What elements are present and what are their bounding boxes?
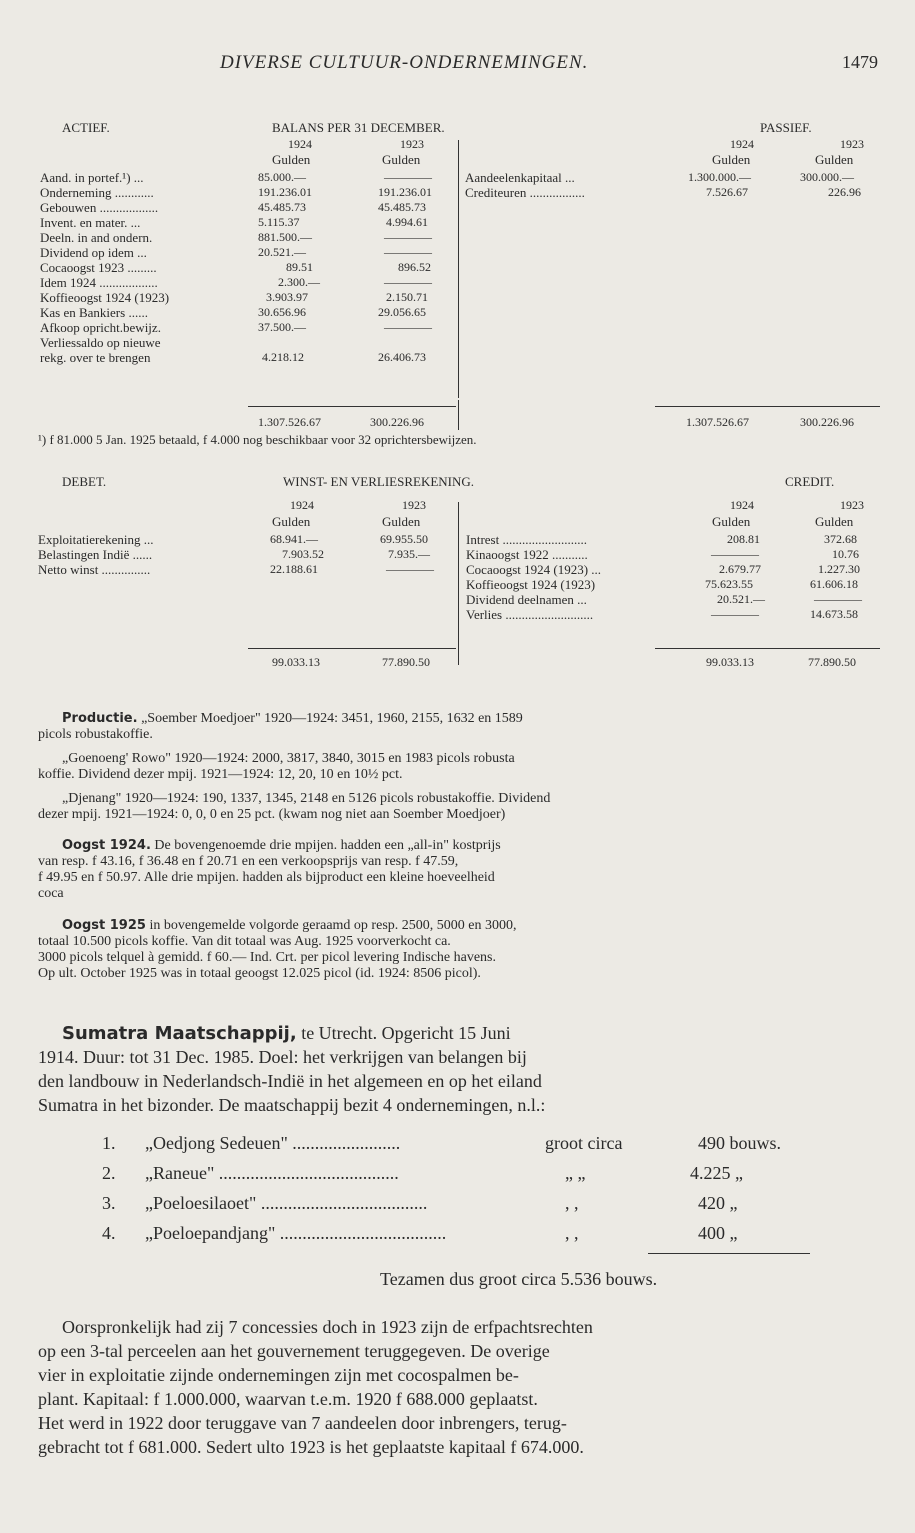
winst-left-labels (38, 532, 154, 577)
winst-right-label: Dividend deelnamen ... (466, 592, 587, 607)
balans-left-1924-value: 89.51 (286, 260, 313, 274)
balans-left-1923-value: ———— (384, 170, 432, 184)
djenang-line-1: „Djenang" 1920—1924: 190, 1337, 1345, 2148 en 5126 picols robustakoffie. Dividend (62, 791, 551, 806)
winst-total-1923-left: 77.890.50 (382, 655, 430, 669)
balans-left-label: Idem 1924 .................. (40, 275, 158, 290)
oogst1924-line-1 (62, 838, 501, 854)
sumatra-para-line-3: vier in exploitatie zijnde ondernemingen zijn met cocospalmen be- (38, 1365, 519, 1385)
oogst1925-line-2: totaal 10.500 picols koffie. Van dit totaal was Aug. 1925 voorverkocht ca. (38, 934, 451, 949)
estate-num: 3. (102, 1193, 116, 1213)
winst-left-1923-value: ———— (386, 562, 434, 576)
balans-left-label: Afkoop opricht.bewijz. (40, 320, 161, 335)
balans-left-label: Gebouwen .................. (40, 200, 159, 215)
winst-unit-1924-right: Gulden (712, 514, 751, 529)
oogst1924-line-2: van resp. f 43.16, f 36.48 en f 20.71 en een verkoopsprijs van resp. f 47.59, (38, 854, 459, 869)
oogst1925-heading: Oogst 1925 (62, 918, 146, 933)
djenang-line-2: dezer mpij. 1921—1924: 0, 0, 0 en 25 pct. (kwam nog niet aan Soember Moedjoer) (38, 807, 506, 822)
balans-left-1924-value: 20.521.— (258, 245, 306, 259)
winst-left-label: Belastingen Indië ...... (38, 547, 153, 562)
balans-right-label: Aandeelenkapitaal ... (465, 170, 575, 185)
winst-right-label: Verlies ........................... (466, 607, 594, 622)
estate-size-label: , , (565, 1193, 579, 1213)
winst-left-1923-value: 7.935.— (388, 547, 430, 561)
productie-line-2: picols robustakoffie. (38, 727, 153, 742)
estate-total-rule (648, 1253, 810, 1254)
balans-left-label: Cocaoogst 1923 ......... (40, 260, 157, 275)
winst-left-1924-col (270, 532, 324, 577)
oogst1925-line-1 (62, 918, 516, 934)
goenoeng-line-2: koffie. Dividend dezer mpij. 1921—1924: 12, 20, 10 en 10½ pct. (38, 767, 403, 782)
balans-total-1924-left: 1.307.526.67 (258, 415, 321, 429)
winst-right-label: Koffieoogst 1924 (1923) (466, 577, 596, 592)
balans-left-1923-value: 26.406.73 (378, 350, 426, 364)
winst-year-1923-right: 1923 (840, 498, 864, 512)
oogst1925-line-3: 3000 picols telquel à gemidd. f 60.— Ind. Crt. per picol levering Indische havens. (38, 950, 497, 965)
winst-total-1924-left: 99.033.13 (272, 655, 320, 669)
balans-left-1924-value: 5.115.37 (258, 215, 300, 229)
winst-right-1924-col (705, 532, 765, 622)
balans-left-label: rekg. over te brengen (40, 350, 151, 365)
balans-year-1924-left: 1924 (288, 137, 312, 151)
balans-left-1924-value: 191.236.01 (258, 185, 312, 199)
winst-left-total-rule (248, 648, 456, 649)
balans-footnote: ¹) f 81.000 5 Jan. 1925 betaald, f 4.000 nog beschikbaar voor 32 oprichtersbewijzen. (38, 432, 477, 447)
winst-right-1924-value: ———— (711, 607, 759, 621)
sumatra-line-1-text: te Utrecht. Opgericht 15 Juni (296, 1023, 511, 1043)
winst-right-1923-value: ———— (814, 592, 862, 606)
productie-text: „Soember Moedjoer" 1920—1924: 3451, 1960, 2155, 1632 en 1589 (137, 711, 523, 726)
winst-right-total-rule (655, 648, 880, 649)
sumatra-line-1 (62, 1022, 511, 1046)
estate-num: 4. (102, 1223, 116, 1243)
page-number: 1479 (842, 52, 878, 72)
balans-left-label: Onderneming ............ (40, 185, 154, 200)
sumatra-company-name: Sumatra Maatschappij, (62, 1023, 297, 1044)
estate-size-label: , , (565, 1223, 579, 1243)
winst-right-label: Cocaoogst 1924 (1923) ... (466, 562, 602, 577)
winst-right-1924-value: 75.623.55 (705, 577, 753, 591)
winst-year-1924-right: 1924 (730, 498, 754, 512)
balans-left-label: Invent. en mater. ... (40, 215, 141, 230)
balans-right-total-rule (655, 406, 880, 407)
balans-left-1923-value: 45.485.73 (378, 200, 426, 214)
balans-right-1924-value: 1.300.000.— (688, 170, 751, 184)
winst-left-1924-value: 68.941.— (270, 532, 318, 546)
balans-right-1924-col (688, 170, 751, 200)
sumatra-para-line-2: op een 3-tal perceelen aan het gouvernement teruggegeven. De overige (38, 1341, 550, 1361)
balans-right-1923-col (800, 170, 861, 200)
estate-size: 420 „ (698, 1193, 738, 1213)
sumatra-para-line-5: Het werd in 1922 door teruggave van 7 aandeelen door inbrengers, terug- (38, 1413, 567, 1433)
winst-right-1923-value: 14.673.58 (810, 607, 858, 621)
balans-left-1924-value: 3.903.97 (266, 290, 308, 304)
balans-left-1924-col (258, 170, 320, 365)
balans-left-1924-value: 2.300.— (278, 275, 320, 289)
winst-unit-1923-left: Gulden (382, 514, 421, 529)
winst-right-1924-value: 20.521.— (717, 592, 765, 606)
oogst1924-heading: Oogst 1924. (62, 838, 151, 853)
oogst1925-line-4: Op ult. October 1925 was in totaal geoogst 12.025 picol (id. 1924: 8506 picol). (38, 966, 481, 981)
balans-total-1923-right: 300.226.96 (800, 415, 854, 429)
estate-list-values (690, 1132, 781, 1252)
winst-left-1924-value: 22.188.61 (270, 562, 318, 576)
oogst1924-text: De bovengenoemde drie mpijen. hadden een „all-in" kostprijs (150, 838, 501, 853)
estate-list-names (145, 1132, 446, 1252)
balans-year-1923-right: 1923 (840, 137, 864, 151)
winst-right-1924-value: ———— (711, 547, 759, 561)
balans-left-1923-col (378, 170, 432, 365)
winst-right-1924-value: 208.81 (727, 532, 760, 546)
sumatra-para-line-1: Oorspronkelijk had zij 7 concessies doch in 1923 zijn de erfpachtsrechten (62, 1317, 593, 1337)
estate-size: 4.225 „ (690, 1163, 743, 1183)
balans-total-1924-right: 1.307.526.67 (686, 415, 749, 429)
winst-title: WINST- EN VERLIESREKENING. (283, 474, 475, 489)
estate-name: „Poeloesilaoet" ..................................... (145, 1193, 428, 1213)
winst-left-1923-col (380, 532, 434, 577)
balans-left-label: Verliessaldo op nieuwe (40, 335, 161, 350)
sumatra-line-3: den landbouw in Nederlandsch-Indië in het algemeen en op het eiland (38, 1071, 542, 1091)
winst-left-label: Exploitatierekening ... (38, 532, 154, 547)
estate-size-label: „ „ (565, 1163, 586, 1183)
balans-unit-1923-left: Gulden (382, 152, 421, 167)
winst-left-1924-value: 7.903.52 (282, 547, 324, 561)
balans-left-1924-value: 30.656.96 (258, 305, 306, 319)
winst-right-1923-value: 372.68 (824, 532, 857, 546)
balans-left-1924-value: 4.218.12 (262, 350, 304, 364)
winst-year-1923-left: 1923 (402, 498, 426, 512)
balans-total-1923-left: 300.226.96 (370, 415, 424, 429)
balans-left-1923-value: ———— (384, 230, 432, 244)
winst-unit-1924-left: Gulden (272, 514, 311, 529)
oogst1924-line-3: f 49.95 en f 50.97. Alle drie mpijen. hadden als bijproduct een kleine hoeveelheid (38, 870, 495, 885)
passief-label: PASSIEF. (760, 120, 812, 135)
balans-left-labels (40, 170, 258, 365)
balans-left-1923-value: ———— (384, 320, 432, 334)
balans-divider-total (458, 400, 459, 430)
oogst1924-line-4: coca (38, 886, 64, 901)
balans-left-1923-value: 191.236.01 (378, 185, 432, 199)
winst-unit-1923-right: Gulden (815, 514, 854, 529)
balans-right-1923-value: 300.000.— (800, 170, 854, 184)
balans-left-1924-value: 37.500.— (258, 320, 306, 334)
balans-unit-1923-right: Gulden (815, 152, 854, 167)
balans-left-total-rule (248, 406, 456, 407)
debet-label: DEBET. (62, 474, 107, 489)
balans-left-1924-value: 881.500.— (258, 230, 312, 244)
balans-left-label: Aand. in portef.¹) ... (40, 170, 144, 185)
estate-size: 490 bouws. (698, 1133, 782, 1153)
actief-label: ACTIEF. (62, 120, 110, 135)
winst-right-label: Kinaoogst 1922 ........... (466, 547, 588, 562)
balans-left-label: Koffieoogst 1924 (1923) (40, 290, 170, 305)
balans-left-1924-value (258, 335, 320, 350)
credit-label: CREDIT. (785, 474, 835, 489)
estate-list-numbers (102, 1132, 116, 1252)
balans-title: BALANS PER 31 DECEMBER. (272, 120, 445, 135)
balans-left-1924-value: 85.000.— (258, 170, 306, 184)
estate-total: Tezamen dus groot circa 5.536 bouws. (380, 1269, 658, 1289)
running-header-title: DIVERSE CULTUUR-ONDERNEMINGEN. (220, 52, 589, 73)
balans-right-1924-value: 7.526.67 (706, 185, 748, 199)
estate-num: 1. (102, 1133, 116, 1153)
balans-right-labels (465, 170, 585, 200)
balans-right-1923-value: 226.96 (828, 185, 861, 199)
balans-left-1923-value: ———— (384, 275, 432, 289)
estate-num: 2. (102, 1163, 116, 1183)
oogst1925-text: in bovengemelde volgorde geraamd op resp. 2500, 5000 en 3000, (145, 918, 517, 933)
balans-left-label: Dividend op idem ... (40, 245, 147, 260)
winst-total-1924-right: 99.033.13 (706, 655, 754, 669)
winst-divider (458, 502, 459, 665)
winst-year-1924-left: 1924 (290, 498, 314, 512)
winst-total-1923-right: 77.890.50 (808, 655, 856, 669)
balans-left-label: Deeln. in and ondern. (40, 230, 153, 245)
winst-left-label: Netto winst ............... (38, 562, 151, 577)
balans-year-1923-left: 1923 (400, 137, 424, 151)
balans-right-label: Crediteuren ................. (465, 185, 585, 200)
winst-right-1923-value: 61.606.18 (810, 577, 858, 591)
balans-unit-1924-left: Gulden (272, 152, 311, 167)
estate-name: „Poeloepandjang" ..................................... (145, 1223, 447, 1243)
balans-left-1923-value (378, 335, 432, 350)
balans-left-label: Kas en Bankiers ...... (40, 305, 148, 320)
sumatra-line-2: 1914. Duur: tot 31 Dec. 1985. Doel: het verkrijgen van belangen bij (38, 1047, 527, 1067)
winst-right-1923-value: 1.227.30 (818, 562, 860, 576)
balans-unit-1924-right: Gulden (712, 152, 751, 167)
balans-left-1923-value: 4.994.61 (386, 215, 428, 229)
estate-size-label: groot circa (545, 1133, 623, 1153)
estate-size: 400 „ (698, 1223, 738, 1243)
winst-right-label: Intrest .......................... (466, 532, 587, 547)
goenoeng-line-1: „Goenoeng' Rowo" 1920—1924: 2000, 3817, 3840, 3015 en 1983 picols robusta (62, 751, 515, 766)
sumatra-para-line-6: gebracht tot f 681.000. Sedert ulto 1923 is het geplaatste kapitaal f 674.000. (38, 1437, 584, 1457)
sumatra-para-line-4: plant. Kapitaal: f 1.000.000, waarvan t.e.m. 1920 f 688.000 geplaatst. (38, 1389, 538, 1409)
productie-heading: Productie. (62, 711, 138, 726)
winst-right-1923-col (810, 532, 862, 622)
balans-left-1923-value: 2.150.71 (386, 290, 428, 304)
balans-left-1923-value: ———— (384, 245, 432, 259)
estate-list-mid (545, 1132, 622, 1252)
estate-name: „Oedjong Sedeuen" ........................ (145, 1133, 401, 1153)
balans-left-1923-value: 29.056.65 (378, 305, 426, 319)
balans-year-1924-right: 1924 (730, 137, 754, 151)
winst-right-1923-value: 10.76 (832, 547, 859, 561)
winst-right-labels (466, 532, 601, 622)
winst-right-1924-value: 2.679.77 (719, 562, 761, 576)
productie-line-1 (62, 711, 523, 727)
winst-left-1923-value: 69.955.50 (380, 532, 428, 546)
balans-left-1923-value: 896.52 (398, 260, 431, 274)
balans-divider (458, 140, 459, 398)
sumatra-line-4: Sumatra in het bizonder. De maatschappij bezit 4 ondernemingen, n.l.: (38, 1095, 546, 1115)
balans-left-1924-value: 45.485.73 (258, 200, 306, 214)
estate-name: „Raneue" ........................................ (145, 1163, 399, 1183)
